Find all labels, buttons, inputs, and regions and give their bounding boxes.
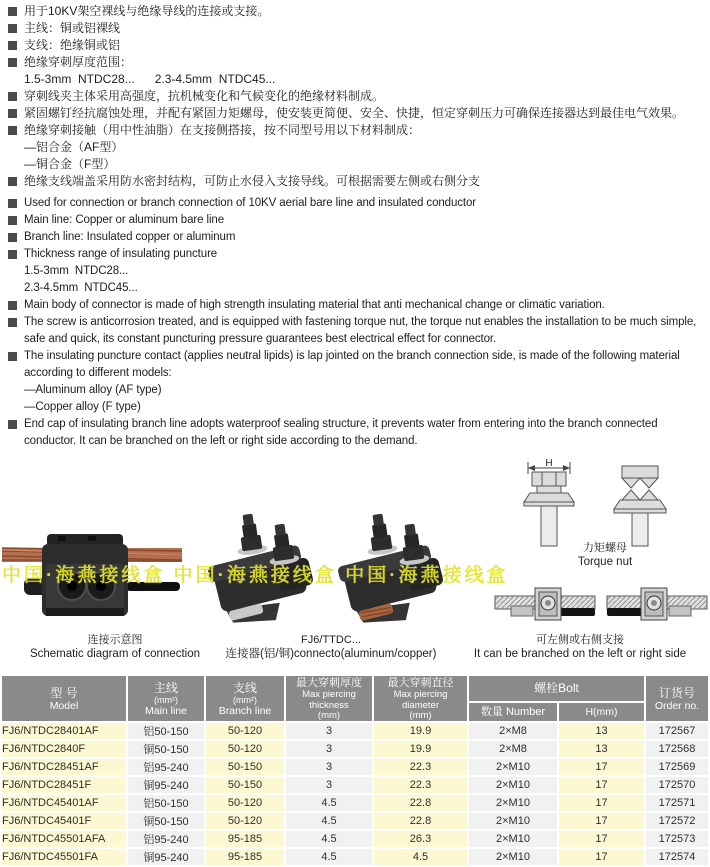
cell-branch-line: 95-185 [206,831,284,847]
cell-branch-line: 50-120 [206,741,284,757]
feature-subitem [8,156,704,173]
torque-nut-label-en: Torque nut [577,556,633,568]
cell-thickness: 4.5 [286,849,372,865]
h-dim-label: H [545,458,553,469]
feature-text: 穿刺线夹主体采用高强度，抗机械变化和气候变化的绝缘材料制成。 [24,89,385,103]
cell-bolt-h: 17 [559,831,644,847]
header-bolt: 螺栓Bolt [534,681,579,696]
cell-bolt-h: 17 [559,777,644,793]
feature-text: —铝合金（AF型） [24,140,124,154]
bullet-square-icon [8,41,17,50]
cell-main-line: 铜50-150 [128,813,204,829]
feature-text: Used for connection or branch connection of 10KV aerial bare line and insulated conductor [24,197,477,209]
col-header-branch-line [206,676,284,721]
cell-branch-line: 50-150 [206,777,284,793]
bullet-square-icon [8,352,17,361]
cell-diameter: 22.8 [374,813,467,829]
feature-text: The insulating puncture contact (applies neutral lipids) is lap jointed on the branch connection side, is made of the following material according to different models: [24,350,683,379]
branch-side-diagram [495,580,707,634]
bullet-square-icon [8,301,17,310]
col-header-diameter [374,676,467,721]
feature-text: 主线：铜或铝裸线 [24,21,121,35]
cell-main-line: 铝95-240 [128,831,204,847]
cell-branch-line: 50-120 [206,795,284,811]
feature-item [8,195,704,212]
header-branch-en: Branch line [218,704,272,717]
bullet-square-icon [8,199,17,208]
cell-main-line: 铜95-240 [128,849,204,865]
table-row [2,741,708,757]
cell-bolt-number: 2×M10 [469,831,557,847]
bullet-square-icon [8,250,17,259]
caption-en: It can be branched on the left or right side [473,648,687,660]
feature-text: Branch line: Insulated copper or aluminum [24,231,236,243]
cell-order-no: 172571 [646,795,708,811]
feature-item [8,297,704,314]
cell-bolt-h: 17 [559,813,644,829]
col-header-main-line [128,676,204,721]
feature-text: The screw is anticorrosion treated, and is equipped with fastening torque nut, the torque nut enables the installation to be much simple, safe and quick, its constant puncturing pressure guarantees best electrical effect for connector. [24,316,700,345]
feature-text: —Copper alloy (F type) [24,401,141,413]
bullet-square-icon [8,92,17,101]
cell-bolt-number: 2×M10 [469,795,557,811]
cell-model: FJ6/NTDC45501AFA [2,831,126,847]
feature-item [8,246,704,263]
feature-item [8,122,704,139]
bullet-square-icon [8,318,17,327]
feature-subitem [8,71,704,88]
cell-bolt-h: 17 [559,849,644,865]
feature-subitem [8,139,704,156]
header-diameter-unit: (mm) [409,710,432,721]
feature-item [8,20,704,37]
connector-body [207,543,320,633]
feature-text: —铜合金（F型） [24,157,116,171]
header-branch-unit: (mm²) [233,694,257,705]
watermark-text: 中国·海燕接线盒 中国·海燕接线盒 中国·海燕接线盒 [2,565,509,586]
cell-order-no: 172573 [646,831,708,847]
feature-text: Thickness range of insulating puncture [24,248,218,260]
bullet-square-icon [8,216,17,225]
feature-item [8,37,704,54]
cell-main-line: 铜50-150 [128,741,204,757]
feature-item [8,212,704,229]
feature-text: 2.3-4.5mm NTDC45... [24,282,138,294]
feature-text: 紧固螺钉经抗腐蚀处理，并配有紧固力矩螺母，使安装更简便、安全、快捷，恒定穿刺压力可确保连接器达到最佳电气效果。 [24,106,685,120]
cell-order-no: 172574 [646,849,708,865]
figure-strip [0,452,710,676]
cell-bolt-number: 2×M10 [469,759,557,775]
header-bolt-h: H(mm) [585,705,618,718]
table-row [2,813,708,829]
cell-thickness: 3 [286,723,372,739]
cell-bolt-h: 17 [559,795,644,811]
spec-table-section [0,674,710,867]
cell-model: FJ6/NTDC28401AF [2,723,126,739]
col-header-bolt [469,676,644,701]
header-thickness-zh: 最大穿刺厚度 [296,677,362,689]
feature-item [8,3,704,20]
col-header-thickness [286,676,372,721]
caption-zh: 可左侧或右侧支接 [536,634,624,646]
cell-bolt-number: 2×M8 [469,741,557,757]
cell-diameter: 22.8 [374,795,467,811]
feature-text: 绝缘穿刺接触（用中性油脂）在支接侧搭接，按不同型号用以下材料制成： [24,123,421,137]
header-order-zh: 订货号 [658,685,695,700]
cell-branch-line: 50-120 [206,723,284,739]
feature-text: End cap of insulating branch line adopts waterproof sealing structure, it prevents water from entering into the branch connected conductor. It can be branched on the left or right side according to the demand. [24,418,661,447]
feature-text: Main body of connector is made of high strength insulating material that anti mechanical change or climatic variation. [24,299,605,311]
bullet-square-icon [8,126,17,135]
cell-model: FJ6/NTDC28451F [2,777,126,793]
feature-text: 支线：绝缘铜或铝 [24,38,121,52]
cell-main-line: 铝95-240 [128,759,204,775]
bullet-square-icon [8,177,17,186]
feature-text: Main line: Copper or aluminum bare line [24,214,225,226]
header-main-unit: (mm²) [154,694,178,705]
cell-bolt-number: 2×M10 [469,813,557,829]
header-thickness-en: Max piercing thickness [302,689,356,711]
bullet-square-icon [8,58,17,67]
cell-bolt-h: 13 [559,741,644,757]
cell-order-no: 172572 [646,813,708,829]
branch-right-figure [495,588,595,620]
cell-thickness: 3 [286,777,372,793]
table-row [2,795,708,811]
feature-list-english [8,195,704,450]
feature-item [8,416,704,450]
caption-en: 连接器(铝/铜)connecto(aluminum/copper) [225,648,437,660]
feature-subitem [8,382,704,399]
caption-branch-side [450,634,710,661]
torque-nut-sheared [614,466,666,546]
torque-nut [363,512,398,556]
cell-bolt-number: 2×M10 [469,777,557,793]
cell-thickness: 4.5 [286,795,372,811]
feature-item [8,105,704,122]
caption-connector [222,634,440,661]
cell-order-no: 172570 [646,777,708,793]
bullet-square-icon [8,233,17,242]
cell-diameter: 22.3 [374,777,467,793]
header-diameter-en: Max piercing diameter [393,689,448,711]
cell-order-no: 172567 [646,723,708,739]
caption-schematic [0,634,230,661]
caption-zh: 连接示意图 [87,634,143,646]
col-header-bolt-h [559,703,644,721]
feature-subitem [8,399,704,416]
feature-text: 绝缘支线端盖采用防水密封结构，可防止水侵入支接导线。可根据需要左侧或右侧分支 [24,174,481,188]
cell-bolt-h: 17 [559,759,644,775]
header-main-zh: 主线 [153,680,178,695]
branch-left-figure [607,588,707,620]
cell-thickness: 4.5 [286,831,372,847]
feature-subitem [8,280,704,297]
bullet-square-icon [8,7,17,16]
torque-nut-whole [524,472,574,546]
torque-nut-label [540,542,670,569]
feature-subitem [8,263,704,280]
caption-en: Schematic diagram of connection [29,648,201,660]
table-row [2,723,708,739]
cell-thickness: 4.5 [286,813,372,829]
cell-diameter: 26.3 [374,831,467,847]
cell-branch-line: 50-150 [206,759,284,775]
cell-order-no: 172569 [646,759,708,775]
cell-thickness: 3 [286,759,372,775]
feature-item [8,348,704,382]
header-main-en: Main line [144,704,188,717]
feature-item [8,173,704,190]
cell-model: FJ6/NTDC2840F [2,741,126,757]
feature-list-chinese [8,3,704,190]
header-order-en: Order no. [654,699,700,712]
header-branch-zh: 支线 [232,680,257,695]
feature-item [8,54,704,71]
spec-table [0,674,710,867]
cell-branch-line: 95-185 [206,849,284,865]
bullet-square-icon [8,109,17,118]
feature-text: 用于10KV架空裸线与绝缘导线的连接或支接。 [24,4,270,18]
bullet-square-icon [8,420,17,429]
cell-bolt-number: 2×M8 [469,723,557,739]
cell-branch-line: 50-120 [206,813,284,829]
header-diameter-zh: 最大穿刺直径 [387,677,454,689]
feature-item [8,229,704,246]
connector-body [337,543,450,633]
cell-diameter: 19.9 [374,723,467,739]
table-row [2,849,708,865]
cell-diameter: 22.3 [374,759,467,775]
header-model-zh: 型 号 [50,685,78,700]
table-row [2,759,708,775]
feature-text: 绝缘穿刺厚度范围： [24,55,133,69]
cell-bolt-h: 13 [559,723,644,739]
cell-model: FJ6/NTDC45401F [2,813,126,829]
feature-item [8,314,704,348]
torque-nut-label-zh: 力矩螺母 [583,542,627,554]
cell-main-line: 铝50-150 [128,723,204,739]
cell-model: FJ6/NTDC45501FA [2,849,126,865]
cell-main-line: 铜95-240 [128,777,204,793]
feature-item [8,88,704,105]
torque-nut-diagram [512,458,672,554]
col-header-order-no [646,676,708,721]
cell-thickness: 3 [286,741,372,757]
feature-text: 1.5-3mm NTDC28... [24,265,129,277]
cell-diameter: 4.5 [374,849,467,865]
header-thickness-unit: (mm) [317,710,341,721]
table-row [2,777,708,793]
header-model-en: Model [49,699,79,712]
cell-order-no: 172568 [646,741,708,757]
cell-bolt-number: 2×M10 [469,849,557,865]
cell-model: FJ6/NTDC28451AF [2,759,126,775]
col-header-bolt-number [469,703,557,721]
caption-zh: FJ6/TTDC... [301,634,361,646]
bullet-square-icon [8,24,17,33]
cell-diameter: 19.9 [374,741,467,757]
table-row [2,831,708,847]
cell-main-line: 铝50-150 [128,795,204,811]
cell-model: FJ6/NTDC45401AF [2,795,126,811]
col-header-model [2,676,126,721]
torque-nut [233,512,268,556]
feature-text: 1.5-3mm NTDC28... 2.3-4.5mm NTDC45... [24,72,276,86]
feature-text: —Aluminum alloy (AF type) [24,384,162,396]
header-bolt-number: 数量 Number [480,705,546,718]
